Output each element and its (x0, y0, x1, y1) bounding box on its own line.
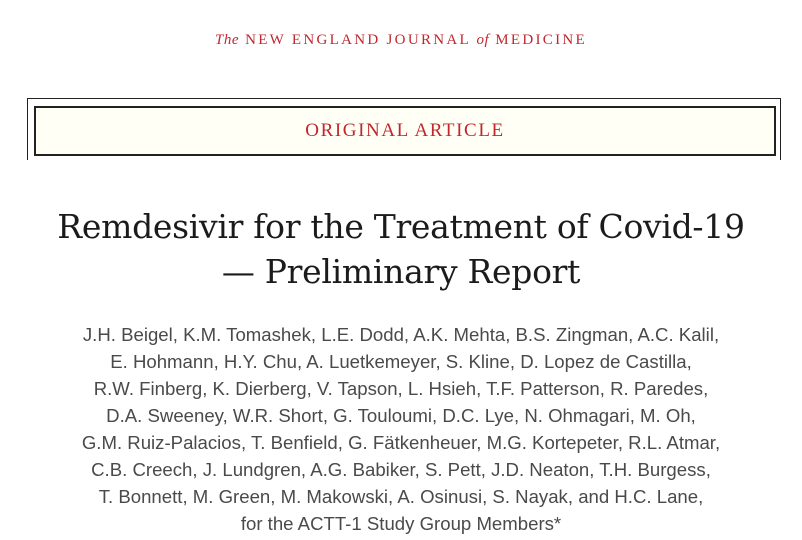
author-list (0, 321, 802, 537)
journal-connector: of (476, 32, 490, 48)
study-group-line[interactable]: for the ACTT-1 Study Group Members* (240, 513, 562, 534)
author-line: R.W. Finberg, K. Dierberg, V. Tapson, L. Hsieh, T.F. Patterson, R. Paredes, (93, 378, 709, 399)
article-type-box (34, 106, 776, 156)
title-line-2: — Preliminary Report (221, 252, 581, 291)
journal-prefix: The (215, 32, 240, 48)
author-line: D.A. Sweeney, W.R. Short, G. Touloumi, D.C. Lye, N. Ohmagari, M. Oh, (106, 405, 696, 426)
article-type-label: ORIGINAL ARTICLE (305, 120, 505, 141)
author-line: T. Bonnett, M. Green, M. Makowski, A. Osinusi, S. Nayak, and H.C. Lane, (98, 486, 704, 507)
article-title (0, 204, 802, 294)
journal-masthead (0, 32, 802, 49)
author-line: G.M. Ruiz-Palacios, T. Benfield, G. Fätkenheuer, M.G. Kortepeter, R.L. Atmar, (81, 432, 721, 453)
author-line: J.H. Beigel, K.M. Tomashek, L.E. Dodd, A.K. Mehta, B.S. Zingman, A.C. Kalil, (82, 324, 720, 345)
author-line: E. Hohmann, H.Y. Chu, A. Luetkemeyer, S. Kline, D. Lopez de Castilla, (110, 351, 692, 372)
journal-name-part1: NEW ENGLAND JOURNAL (245, 32, 471, 48)
author-line: C.B. Creech, J. Lundgren, A.G. Babiker, S. Pett, J.D. Neaton, T.H. Burgess, (91, 459, 711, 480)
title-line-1: Remdesivir for the Treatment of Covid-19 (57, 207, 745, 246)
journal-name-part2: MEDICINE (495, 32, 587, 48)
